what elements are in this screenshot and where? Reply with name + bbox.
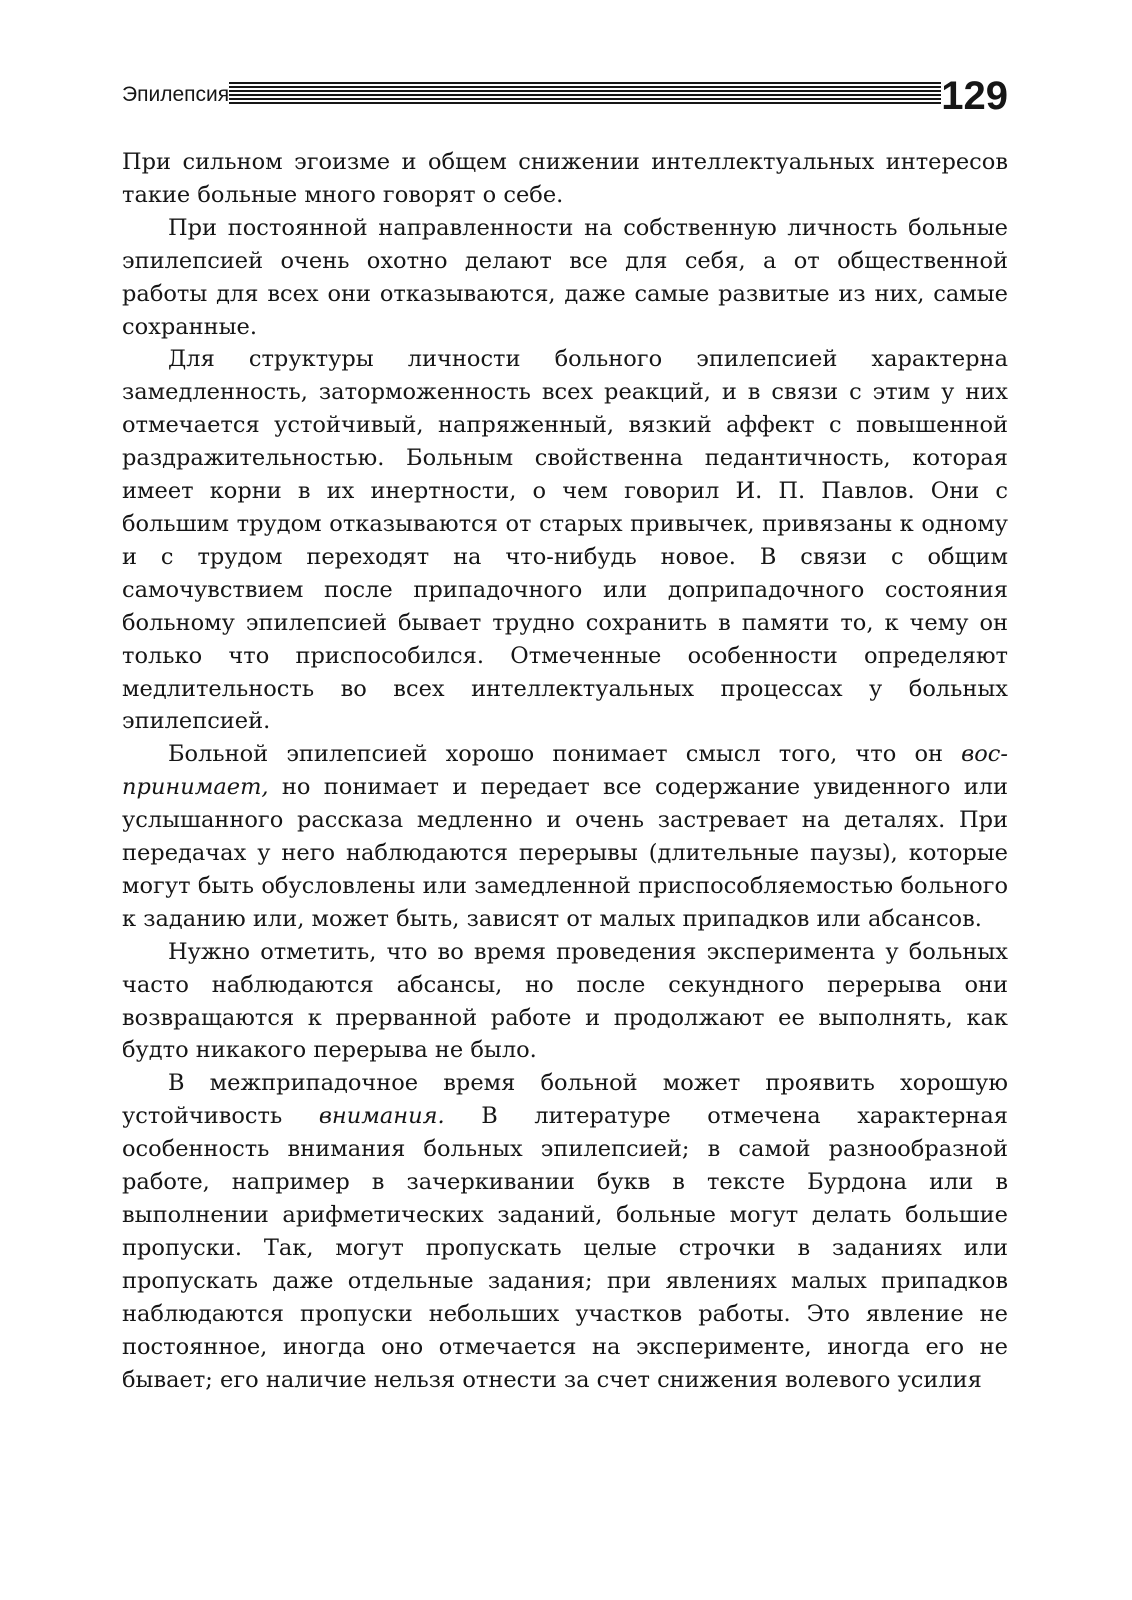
- paragraph-2: При постоянной направленности на собственную личность больные эпилепсией очень охотно делают все для себя, а от общественной работы для всех они отказываются, даже самые развитые из них, самые сохранные.: [122, 214, 1008, 340]
- paragraph-6-text-start: В межприпадочное время больной может проявить хорошую устойчивость: [122, 1070, 1008, 1130]
- paragraph-4-text-end: но понимает и передает все содержание увиденного или услышанного рассказа медленно и очень застревает на деталях. При передачах у него наблюдаются перерывы (длительные паузы), которые могут быть обусловлены или замедленной приспособляемостью больного к заданию или, может быть, зависят от малых припадков или абсансов.: [122, 774, 1008, 932]
- running-head: [122, 72, 1008, 124]
- body-text: [122, 146, 1008, 1396]
- page-number: 129: [941, 74, 1008, 118]
- running-head-rule: [229, 82, 941, 104]
- paragraph-4: [122, 738, 1008, 935]
- paragraph-4-italic-term: воспринимает,: [122, 741, 1008, 801]
- paragraph-6-italic-term: внимания.: [318, 1103, 445, 1130]
- running-head-section-title: Эпилепсия: [122, 83, 230, 106]
- paragraph-4-text-start: Больной эпилепсией хорошо понимает смысл того, что он: [168, 741, 962, 768]
- paragraph-6: [122, 1067, 1008, 1396]
- paragraph-1: При сильном эгоизме и общем снижении интеллектуальных интересов такие больные много говорят о себе.: [122, 149, 1008, 208]
- paragraph-3: Для структуры личности больного эпилепсией характерна замедленность, заторможенность всех реакций, и в связи с этим у них отмечается устойчивый, напряженный, вязкий аффект с повышенной раздражительностью. Больным свойственна педантичность, которая имеет корни в их инертности, о чем говорил И. П. Павлов. Они с большим трудом отказываются от старых привычек, привязаны к одному и с трудом переходят на что-нибудь новое. В связи с общим самочувствием после припадочного или доприпадочного состояния больному эпилепсией бывает трудно сохранить в памяти то, к чему он только что приспособился. Отмеченные особенности определяют медлительность во всех интеллектуальных процессах у больных эпилепсией.: [122, 346, 1008, 735]
- paragraph-5: Нужно отметить, что во время проведения эксперимента у больных часто наблюдаются абсансы, но после секундного перерыва они возвращаются к прерванной работе и продолжают ее выполнять, как будто никакого перерыва не было.: [122, 938, 1008, 1064]
- paragraph-6-text-end: В литературе отмечена характерная особенность внимания больных эпилепсией; в самой разнообразной работе, например в зачеркивании букв в тексте Бурдона или в выполнении арифметических заданий, больные могут делать большие пропуски. Так, могут пропускать целые строчки в заданиях или пропускать даже отдельные задания; при явлениях малых припадков наблюдаются пропуски небольших участков работы. Это явление не постоянное, иногда оно отмечается на эксперименте, иногда его не бывает; его наличие нельзя отнести за счет снижения волевого усилия: [122, 1103, 1008, 1393]
